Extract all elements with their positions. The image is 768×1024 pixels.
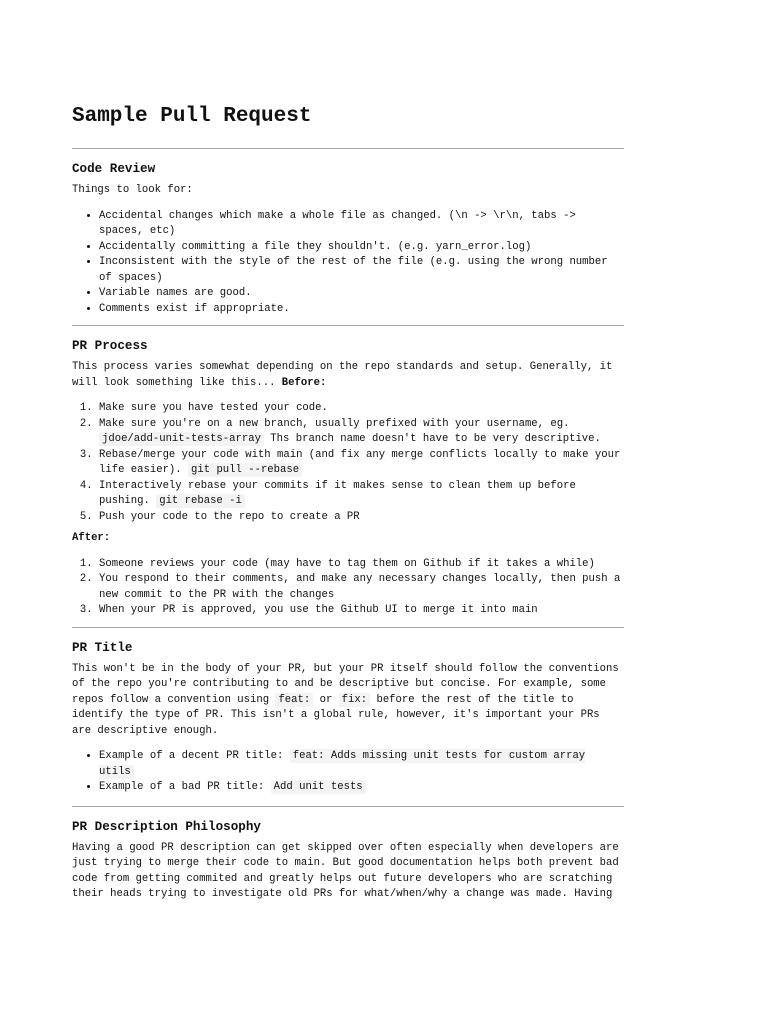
divider xyxy=(72,148,624,149)
git-pull-code: git pull --rebase xyxy=(188,463,302,477)
list-item: 2. You respond to their comments, and make any necessary changes locally, then push a new commit to the PR with the changes xyxy=(99,572,624,603)
list-item: 3. When your PR is approved, you use the Github UI to merge it into main xyxy=(99,603,624,619)
page-title: Sample Pull Request xyxy=(72,105,312,128)
pr-description-paragraph: Having a good PR description can get skipped over often especially when developers are just trying to merge their code to main. But good documentation helps both prevent bad code from getting commited and greatly helps out future developers who are scratching their heads trying to investigate old PRs for what/when/why a change was made. Having xyxy=(72,841,619,900)
list-item: • Comments exist if appropriate. xyxy=(99,302,624,318)
pr-process-heading: PR Process xyxy=(72,339,148,353)
pr-title-examples xyxy=(72,749,624,796)
list-item: • Example of a decent PR title: feat: Adds missing unit tests for custom array utils xyxy=(99,749,624,780)
before-label: Before: xyxy=(281,376,327,389)
fix-code: fix: xyxy=(339,693,370,707)
list-item: 1. Make sure you have tested your code. xyxy=(99,401,624,417)
git-rebase-code: git rebase -i xyxy=(156,494,245,508)
divider xyxy=(72,325,624,326)
pr-description-heading: PR Description Philosophy xyxy=(72,819,261,834)
pr-process-intro: This process varies somewhat depending on the repo standards and setup. Generally, it will look something like this... Before: xyxy=(72,361,613,389)
branch-name-code: jdoe/add-unit-tests-array xyxy=(99,432,264,446)
list-item: 3. Rebase/merge your code with main (and fix any merge conflicts locally to make your life easier). git pull --rebase xyxy=(99,448,624,479)
list-item: • Example of a bad PR title: Add unit tests xyxy=(99,780,624,796)
pr-title-heading: PR Title xyxy=(72,640,133,655)
list-item: • Accidental changes which make a whole file as changed. (\n -> \r\n, tabs -> spaces, etc) xyxy=(99,209,624,240)
before-list xyxy=(72,401,624,525)
pr-title-paragraph: This won't be in the body of your PR, but your PR itself should follow the conventions of the repo you're contributing to and be descriptive but concise. For example, some repos follow a convention using feat: or fix: before the rest of the title to identify the type of PR. This isn't a global rule, however, it's important your PRs are descriptive enough. xyxy=(72,662,619,737)
code-review-list xyxy=(72,209,624,318)
code-review-intro: Things to look for: xyxy=(72,184,193,196)
divider xyxy=(72,806,624,807)
list-item: 2. Make sure you're on a new branch, usually prefixed with your username, eg. jdoe/add-unit-tests-array Ths branch name doesn't have to be very descriptive. xyxy=(99,417,624,448)
list-item: 1. Someone reviews your code (may have to tag them on Github if it takes a while) xyxy=(99,557,624,573)
list-item: 5. Push your code to the repo to create a PR xyxy=(99,510,624,526)
list-item: 4. Interactively rebase your commits if it makes sense to clean them up before pushing. git rebase -i xyxy=(99,479,624,510)
divider xyxy=(72,627,624,628)
list-item: • Accidentally committing a file they shouldn't. (e.g. yarn_error.log) xyxy=(99,240,624,256)
document xyxy=(72,96,624,913)
list-item: • Variable names are good. xyxy=(99,286,624,302)
feat-code: feat: xyxy=(275,693,313,707)
after-list xyxy=(72,557,624,619)
good-title-code: feat: Adds missing unit tests for custom array utils xyxy=(99,750,586,778)
code-review-heading: Code Review xyxy=(72,162,156,176)
after-label-para xyxy=(72,531,624,547)
bad-title-code: Add unit tests xyxy=(271,780,366,794)
after-label: After: xyxy=(72,532,111,544)
list-item: • Inconsistent with the style of the rest of the file (e.g. using the wrong number of spaces) xyxy=(99,255,624,286)
